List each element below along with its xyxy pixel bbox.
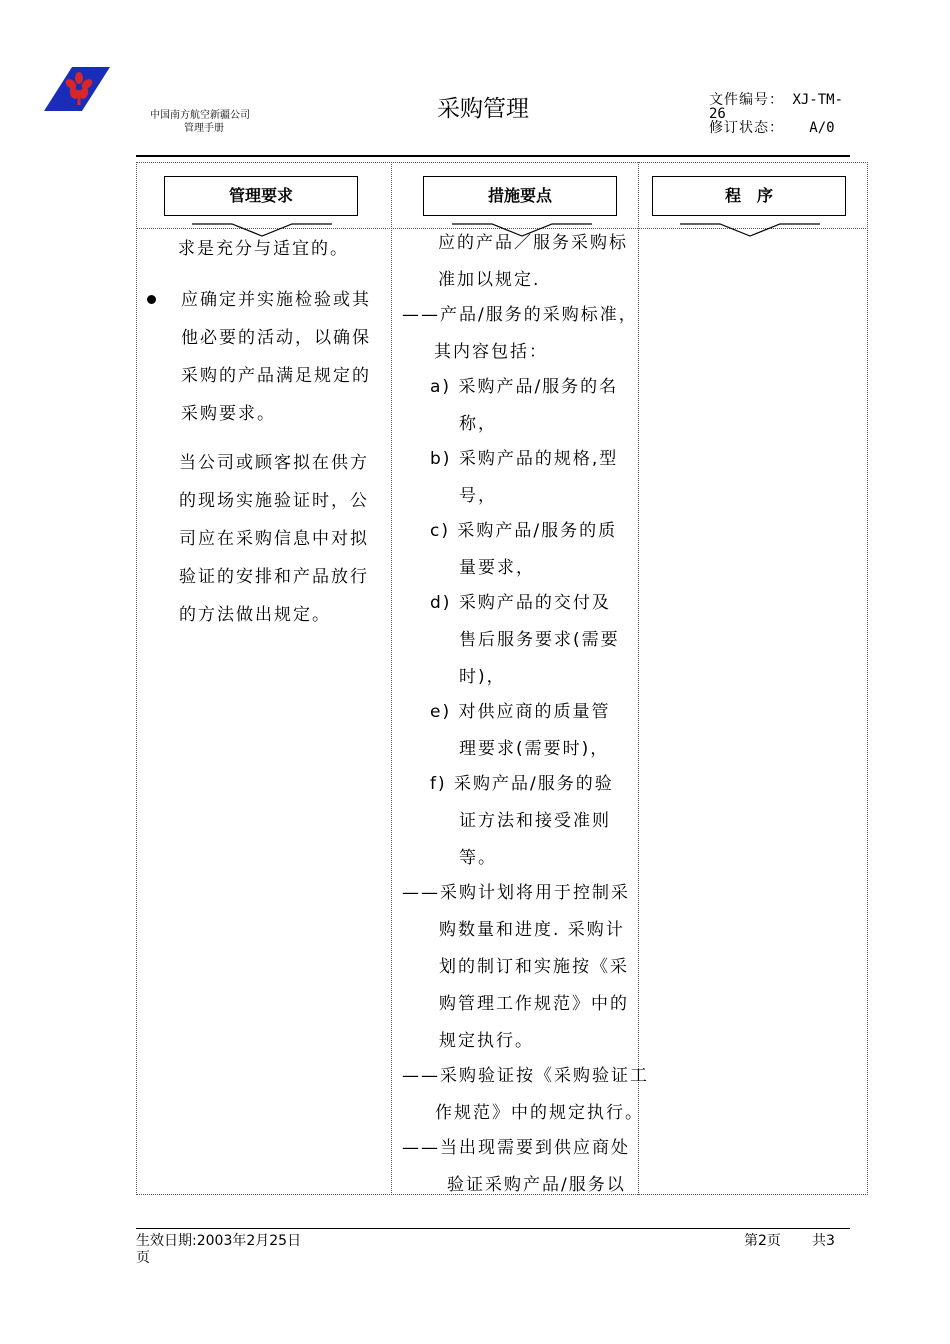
- measure-line: 等。: [459, 848, 497, 868]
- text-line: 的方法做出规定。: [179, 605, 331, 625]
- measure-line: 时)，: [459, 667, 506, 687]
- text-line: 当公司或顾客拟在供方: [179, 453, 369, 473]
- measure-line: a) 采购产品/服务的名: [430, 377, 619, 397]
- effective-date: 生效日期:2003年2月25日: [136, 1233, 302, 1249]
- company-line-2: 管理手册: [184, 123, 224, 134]
- measure-line: 称，: [459, 414, 497, 434]
- page-current: 第2页: [744, 1233, 781, 1249]
- measure-line: ——产品/服务的采购标准，: [402, 305, 638, 325]
- company-name: [150, 109, 250, 135]
- text-line: 司应在采购信息中对拟: [179, 529, 369, 549]
- measure-line: 其内容包括：: [434, 342, 548, 362]
- header-divider: [136, 155, 850, 157]
- measure-line: e) 对供应商的质量管: [430, 702, 611, 722]
- measure-line: d) 采购产品的交付及: [430, 593, 611, 613]
- doc-number-label: 文件编号：: [709, 92, 784, 108]
- measure-line: b) 采购产品的规格,型: [430, 449, 619, 469]
- measure-line: 划的制订和实施按《采: [439, 957, 629, 977]
- measure-line: 量要求，: [459, 558, 535, 578]
- measure-line: 规定执行。: [439, 1031, 534, 1051]
- revision-value: A/0: [809, 120, 835, 136]
- measure-line: ——采购验证按《采购验证工: [402, 1066, 649, 1086]
- column-header-requirements: 管理要求: [164, 176, 358, 216]
- text-line: 验证的安排和产品放行: [179, 567, 369, 587]
- measure-line: 售后服务要求(需要: [459, 630, 620, 650]
- page-title: 采购管理: [437, 96, 529, 122]
- column-header-measures: 措施要点: [423, 176, 617, 216]
- column-divider: [391, 162, 392, 1195]
- measure-line: ——采购计划将用于控制采: [402, 883, 630, 903]
- page-total: 共3: [812, 1233, 835, 1249]
- doc-number-value-wrap: 26: [709, 106, 726, 122]
- text-line: 采购的产品满足规定的: [181, 366, 371, 386]
- requirement-paragraph: [179, 444, 369, 634]
- requirement-bullet-block: [181, 281, 371, 433]
- text-line: 应确定并实施检验或其: [181, 290, 371, 310]
- page-label-wrap: 页: [136, 1250, 150, 1266]
- measure-line: c) 采购产品/服务的质: [430, 521, 618, 541]
- arrow-down-icon: [680, 223, 820, 237]
- doc-number-value: XJ-TM-: [792, 92, 844, 108]
- column-divider: [638, 162, 639, 1195]
- column-header-procedure: 程 序: [652, 176, 846, 216]
- measure-line: 准加以规定.: [438, 270, 541, 290]
- company-line-1: 中国南方航空新疆公司: [150, 110, 250, 121]
- airline-logo-icon: [42, 64, 112, 114]
- measure-line: 作规范》中的规定执行。: [435, 1103, 644, 1123]
- text-line: 的现场实施验证时，公: [179, 491, 369, 511]
- text-line: 他必要的活动，以确保: [181, 328, 371, 348]
- measure-line: 验证采购产品/服务以: [447, 1175, 626, 1195]
- requirement-continued-text: 求是充分与适宜的。: [178, 239, 349, 259]
- measure-line: 购数量和进度. 采购计: [439, 920, 625, 940]
- bullet-icon: [147, 295, 156, 304]
- measure-line: 号，: [459, 486, 497, 506]
- footer-divider: [136, 1228, 850, 1229]
- revision-label: 修订状态：: [709, 120, 784, 136]
- document-meta: [709, 93, 843, 135]
- measure-line: 证方法和接受准则: [459, 811, 611, 831]
- measure-line: 理要求(需要时)，: [459, 739, 610, 759]
- measure-line: 应的产品／服务采购标: [438, 233, 628, 253]
- measure-line: f) 采购产品/服务的验: [430, 774, 614, 794]
- text-line: 采购要求。: [181, 404, 276, 424]
- measure-line: ——当出现需要到供应商处: [402, 1138, 630, 1158]
- measure-line: 购管理工作规范》中的: [439, 994, 629, 1014]
